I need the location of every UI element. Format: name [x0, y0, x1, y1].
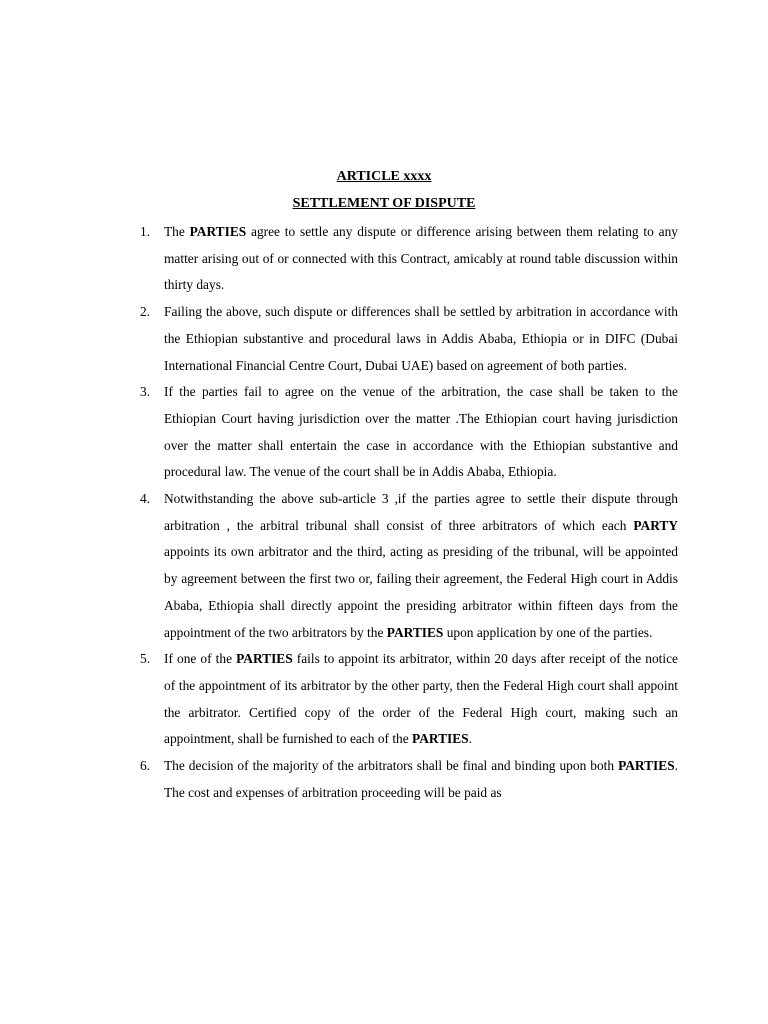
bold-term: PARTIES: [618, 758, 675, 774]
clause-text: [164, 379, 678, 486]
clause-text-run: Failing the above, such dispute or differences shall be settled by arbitration in accordance with the Ethiopian substantive and procedural laws in Addis Ababa, Ethiopia or in DIFC (Dubai International Financial Centre Court, Dubai UAE) based on agreement of both parties.: [164, 304, 678, 373]
clause-text: [164, 753, 678, 806]
bold-term: PARTY: [633, 517, 678, 533]
clause-item: [0, 646, 768, 753]
clause-number: 1.: [140, 224, 151, 239]
clause-item: [0, 219, 768, 299]
clause-list: [0, 219, 768, 806]
clause-number: 3.: [140, 384, 151, 400]
bold-term: PARTIES: [412, 731, 469, 747]
clause-item: [0, 486, 768, 646]
clause-text-run: fails to appoint its arbitrator, within 20 days after receipt of the notice of the appointment of its arbitrator by the other party, then the Federal High court shall appoint the arbitrator. Certified copy of the order of the Federal High court, making such an appointment, shall be furnished to each of the: [164, 651, 678, 747]
article-heading: ARTICLE xxxx: [336, 169, 432, 184]
bold-term: PARTIES: [189, 224, 247, 239]
clause-text-run: If the parties fail to agree on the venue of the arbitration, the case shall be taken to the Ethiopian Court having jurisdiction over the matter .The Ethiopian court having jurisdiction over the matter shall entertain the case in accordance with the Ethiopian substantive and procedural law. The venue of the court shall be in Addis Ababa, Ethiopia.: [164, 384, 678, 480]
clause-text: [164, 299, 678, 379]
clause-text-run: . The cost and expenses of arbitration proceeding will be paid as: [164, 758, 678, 800]
clause-item: [0, 753, 768, 806]
bold-term: PARTIES: [386, 624, 444, 640]
clause-number: 2.: [140, 304, 151, 320]
clause-text-run: Notwithstanding the above sub-article 3 ,if the parties agree to settle their dispute through arbitration , the arbitral tribunal shall consist of three arbitrators of which each: [164, 491, 678, 533]
section-title: SETTLEMENT OF DISPUTE: [292, 196, 476, 211]
clause-item: [0, 299, 768, 379]
clause-text-run: The decision of the majority of the arbitrators shall be final and binding upon both: [164, 758, 619, 774]
clause-text-run: If one of the: [164, 651, 237, 667]
clause-text: [164, 219, 678, 299]
clause-number: 6.: [140, 758, 151, 774]
clause-text: [164, 646, 678, 753]
clause-text-run: appoints its own arbitrator and the third, acting as presiding of the tribunal, will be appointed by agreement between the first two or, failing their agreement, the Federal High court in Addis Ababa, Ethiopia shall directly appoint the presiding arbitrator within fifteen days from the appointment of the two arbitrators by the: [164, 544, 678, 640]
clause-text: [164, 486, 678, 646]
clause-text-run: .: [468, 731, 472, 747]
bold-term: PARTIES: [236, 651, 293, 667]
clause-text-run: agree to settle any dispute or difference arising between them relating to any matter arising out of or connected with this Contract, amicably at round table discussion within thirty days.: [164, 224, 678, 293]
clause-number: 4.: [140, 491, 151, 507]
clause-text-run: The: [164, 224, 190, 239]
clause-text-run: upon application by one of the parties.: [443, 624, 653, 640]
clause-number: 5.: [140, 651, 151, 667]
clause-item: [0, 379, 768, 486]
